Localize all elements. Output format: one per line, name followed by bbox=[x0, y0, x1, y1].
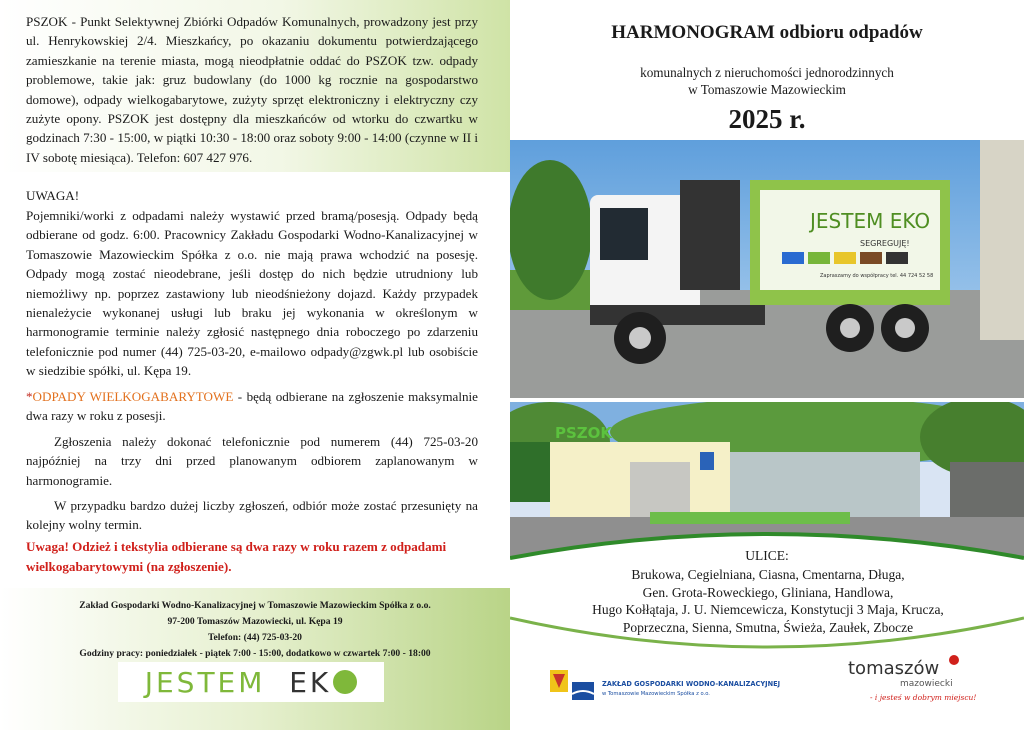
right-panel bbox=[510, 0, 1024, 730]
footer-company: Zakład Gospodarki Wodno-Kanalizacyjnej w Tomaszowie Mazowieckim Spółka z o.o. bbox=[79, 600, 431, 611]
subtitle-line-1: komunalnych z nieruchomości jednorodzinnych bbox=[640, 65, 894, 80]
truck-photo bbox=[510, 140, 1024, 398]
pszok-sign: PSZOK bbox=[555, 424, 613, 442]
page-title: HARMONOGRAM odbioru odpadów bbox=[611, 22, 923, 43]
zgwk-name: ZAKŁAD GOSPODARKI WODNO-KANALIZACYJNEJ bbox=[602, 680, 781, 688]
tomaszow-slogan: - i jesteś w dobrym miejscu! bbox=[870, 693, 977, 702]
company-footer bbox=[0, 598, 510, 662]
tomaszow-sub: mazowiecki bbox=[900, 679, 953, 689]
subtitle-line-2: w Tomaszowie Mazowieckim bbox=[688, 82, 846, 97]
streets-line-3: Hugo Kołłątaja, J. U. Niemcewicza, Konstytucji 3 Maja, Krucza, bbox=[592, 602, 944, 617]
left-panel bbox=[0, 0, 510, 730]
footer-hours: Godziny pracy: poniedziałek - piątek 7:00 - 15:00, dodatkowo w czwartek 7:00 - 18:00 bbox=[79, 648, 431, 659]
streets-list bbox=[570, 566, 966, 636]
bulky-label: ODPADY WIELKOGABARYTOWE bbox=[32, 389, 234, 404]
leaf-icon bbox=[333, 670, 357, 694]
bulky-paragraph-2: Zgłoszenia należy dokonać telefonicznie pod numerem (44) 725-03-20 najpóźniej na trzy dni przed planowanym odbiorem zaplanowanym w harmonogramie. bbox=[26, 433, 478, 488]
uwaga-heading: UWAGA! bbox=[26, 188, 80, 203]
streets-line-4: Poprzeczna, Sienna, Smutna, Świeża, Zaułek, Zbocze bbox=[622, 619, 914, 635]
footer-address: 97-200 Tomaszów Mazowiecki, ul. Kępa 19 bbox=[167, 616, 343, 627]
tomaszow-name: tomaszów bbox=[848, 658, 940, 679]
subtitle bbox=[510, 64, 1024, 98]
jestem-eko-logo bbox=[118, 662, 384, 702]
logo-word-jestem: JESTEM bbox=[144, 665, 266, 699]
tomaszow-logo bbox=[840, 652, 990, 714]
truck-slogan: SEGREGUJĘ! bbox=[860, 239, 910, 248]
bulky-paragraph-3: W przypadku bardzo dużej liczby zgłoszeń, odbiór może zostać przesunięty na kolejny wolny termin. bbox=[26, 498, 478, 533]
bulky-waste-section bbox=[26, 387, 478, 535]
truck-contact: Zapraszamy do współpracy tel. 44 724 52 58 bbox=[820, 273, 934, 279]
zgwk-logo bbox=[550, 664, 810, 706]
textiles-note: Uwaga! Odzież i tekstylia odbierane są dwa razy w roku razem z odpadami wielkogabarytowymi (na zgłoszenie). bbox=[26, 539, 447, 574]
truck-illustration bbox=[510, 140, 1024, 398]
footer-phone: Telefon: (44) 725-03-20 bbox=[208, 632, 302, 643]
streets-line-1: Brukowa, Cegielniana, Ciasna, Cmentarna, Długa, bbox=[631, 567, 905, 582]
truck-logo-text: JESTEM EKO bbox=[810, 209, 931, 233]
streets-line-2: Gen. Grota-Roweckiego, Gliniana, Handlowa, bbox=[642, 584, 894, 600]
bulky-star: * bbox=[26, 389, 33, 404]
uwaga-paragraph: Pojemniki/worki z odpadami należy wystawić przed bramą/posesją. Odpady będą odbierane od godz. 6:00. Pracownicy Zakładu Gospodarki Wodno-Kanalizacyjnej w Tomaszowie Mazowieckim Spółka z o.o. nie mają prawa wchodzić na posesję. Odpady mogą zostać nieodebrane, jeśli dostęp do nich będzie utrudniony lub niemożliwy np. poprzez zastawiony lub nieodśnieżony dojazd. Każdy przypadek nienależycie wykonanej usługi lub braku jej wykonania w określonym w harmonogramie terminie należy zgłosić następnego dnia roboczego po zdarzeniu telefonicznie pod numer (44) 725-03-20, e-mailowo odpady@zgwk.pl lub osobiście w siedzibie spółki, ul. Kępa 19. bbox=[26, 208, 478, 379]
streets-heading: ULICE: bbox=[745, 548, 789, 563]
logo-word-ek: EK bbox=[289, 665, 332, 699]
pszok-paragraph: PSZOK - Punkt Selektywnej Zbiórki Odpadów Komunalnych, prowadzony jest przy ul. Henrykowskiej 2/4. Mieszkańcy, po okazaniu dokumentu potwierdzającego zamieszkanie na terenie miasta, mogą nieodpłatnie oddać do PSZOK tzw. odpady problemowe, takie jak: gruz budowlany (do 1000 kg rocznie na gospodarstwo domowe), odpady wielkogabarytowe, zużyty sprzęt elektroniczny i elektryczny czy zużyte opony. PSZOK jest dostępny dla mieszkańców od wtorku do czwartku w godzinach 7:30 - 15:00, w piątki 10:30 - 18:00 oraz soboty 9:00 - 14:00 (czynne w II i IV sobotę miesiąca). Telefon: 607 427 976. bbox=[26, 14, 478, 165]
bulky-text: - będą odbierane na zgłoszenie maksymalnie dwa razy w roku z posesji. bbox=[26, 389, 478, 424]
year: 2025 r. bbox=[728, 104, 806, 134]
zgwk-subname: w Tomaszowie Mazowieckim Spółka z o.o. bbox=[602, 691, 710, 697]
